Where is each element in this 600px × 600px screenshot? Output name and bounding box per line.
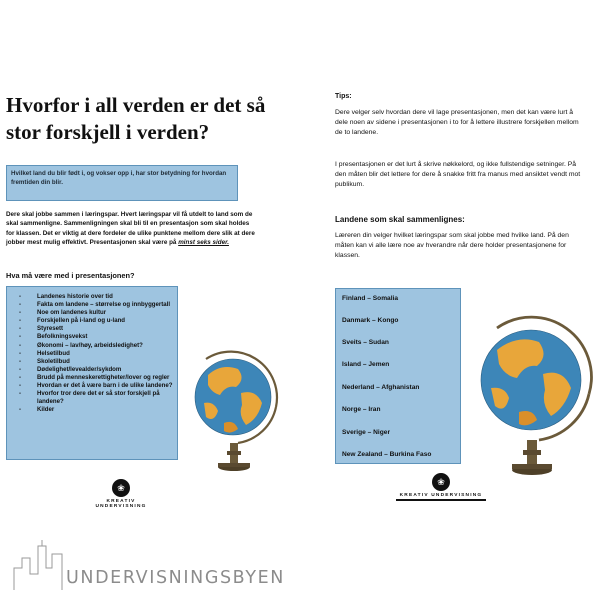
logo-mark-icon: ❀: [432, 473, 450, 491]
watermark-text: UNDERVISNINGSBYEN: [66, 568, 285, 588]
list-item: - Økonomi – lav/høy, arbeidsledighet?: [7, 342, 177, 350]
list-item: - Fakta om landene – størrelse og innbyggertall: [7, 301, 177, 309]
list-item: - Dødelighet/levealder/sykdom: [7, 366, 177, 374]
country-pair: Norge – Iran: [342, 406, 381, 413]
list-item: - Helsetilbud: [7, 350, 177, 358]
list-item: - Hvordan er det å være barn i de ulike landene?: [7, 382, 177, 390]
list-item: - Brudd på menneskerettigheter/lover og regler: [7, 374, 177, 382]
country-pair: Finland – Somalia: [342, 295, 399, 302]
logo-label: KREATIV UNDERVISNING: [95, 499, 147, 509]
globe-illustration: [473, 312, 598, 477]
country-pair: New Zealand – Burkina Faso: [342, 451, 432, 458]
country-pair: Nederland – Afghanistan: [342, 384, 420, 391]
intro-box: Hvilket land du blir født i, og vokser opp i, har stor betydning for hvordan fremtiden din blir.: [6, 165, 238, 201]
list-item: - Forskjellen på i-land og u-land: [7, 317, 177, 325]
requirements-list: [7, 287, 177, 414]
left-page: [0, 0, 300, 520]
list-item: - Landenes historie over tid: [7, 293, 177, 301]
right-page: [303, 0, 600, 520]
list-item: - Kilder: [7, 406, 177, 414]
country-pair: Island – Jemen: [342, 361, 390, 368]
page-title: Hvorfor i all verden er det så stor forskjell i verden?: [6, 93, 266, 144]
task-paragraph-text: Dere skal jobbe sammen i læringspar. Hvert læringspar vil få utdelt to land som de skal sammenligne. Sammenligningen skal bli til en presentasjon som skal holdes for klassen. Det er viktig at dere fordeler de ulike punktene mellom dere slik at dere jobber mest mulig effektivt. Presentasjonen skal være på: [6, 211, 255, 247]
list-heading: Hva må være med i presentasjonen?: [6, 271, 135, 280]
tips-heading: Tips:: [335, 93, 352, 100]
list-item: - Hvorfor tror dere det er så stor forskjell på landene?: [7, 390, 177, 406]
list-item: - Styresett: [7, 325, 177, 333]
list-item: - Befolkningsvekst: [7, 333, 177, 341]
task-paragraph: [6, 210, 258, 248]
task-paragraph-emphasis: minst seks sider.: [178, 239, 229, 247]
tips-text-1: Dere velger selv hvordan dere vil lage presentasjonen, men det kan være lurt å dele noen av sidene i presentasjonen i to for å lettere illustrere forskjellen mellom de to landene.: [335, 109, 579, 136]
logo-underline: [396, 499, 486, 501]
requirements-box: [6, 286, 178, 460]
kreativ-logo: [396, 473, 486, 501]
list-item: - Skoletilbud: [7, 358, 177, 366]
logo-label: KREATIV UNDERVISNING: [399, 493, 483, 498]
list-item: - Noe om landenes kultur: [7, 309, 177, 317]
countries-text: Læreren din velger hvilket læringspar som skal jobbe med hvilke land. På den måten kan vi alle lære noe av hverandre når dere holder presentasjonene for klassen.: [335, 232, 569, 259]
country-pair: Sverige – Niger: [342, 429, 391, 436]
country-pairs-box: [335, 288, 461, 464]
country-pair: Danmark – Kongo: [342, 317, 399, 324]
tips-text-2: I presentasjonen er det lurt å skrive nøkkelord, og ikke fullstendige setninger. På den måten blir det lettere for dere å snakke fritt fra manus med ansiktet vendt mot publikum.: [335, 161, 581, 188]
country-pair: Sveits – Sudan: [342, 339, 389, 346]
countries-heading: Landene som skal sammenlignes:: [335, 215, 465, 224]
logo-mark-icon: ❀: [112, 479, 130, 497]
kreativ-logo: [86, 479, 156, 509]
globe-illustration: [186, 345, 286, 475]
